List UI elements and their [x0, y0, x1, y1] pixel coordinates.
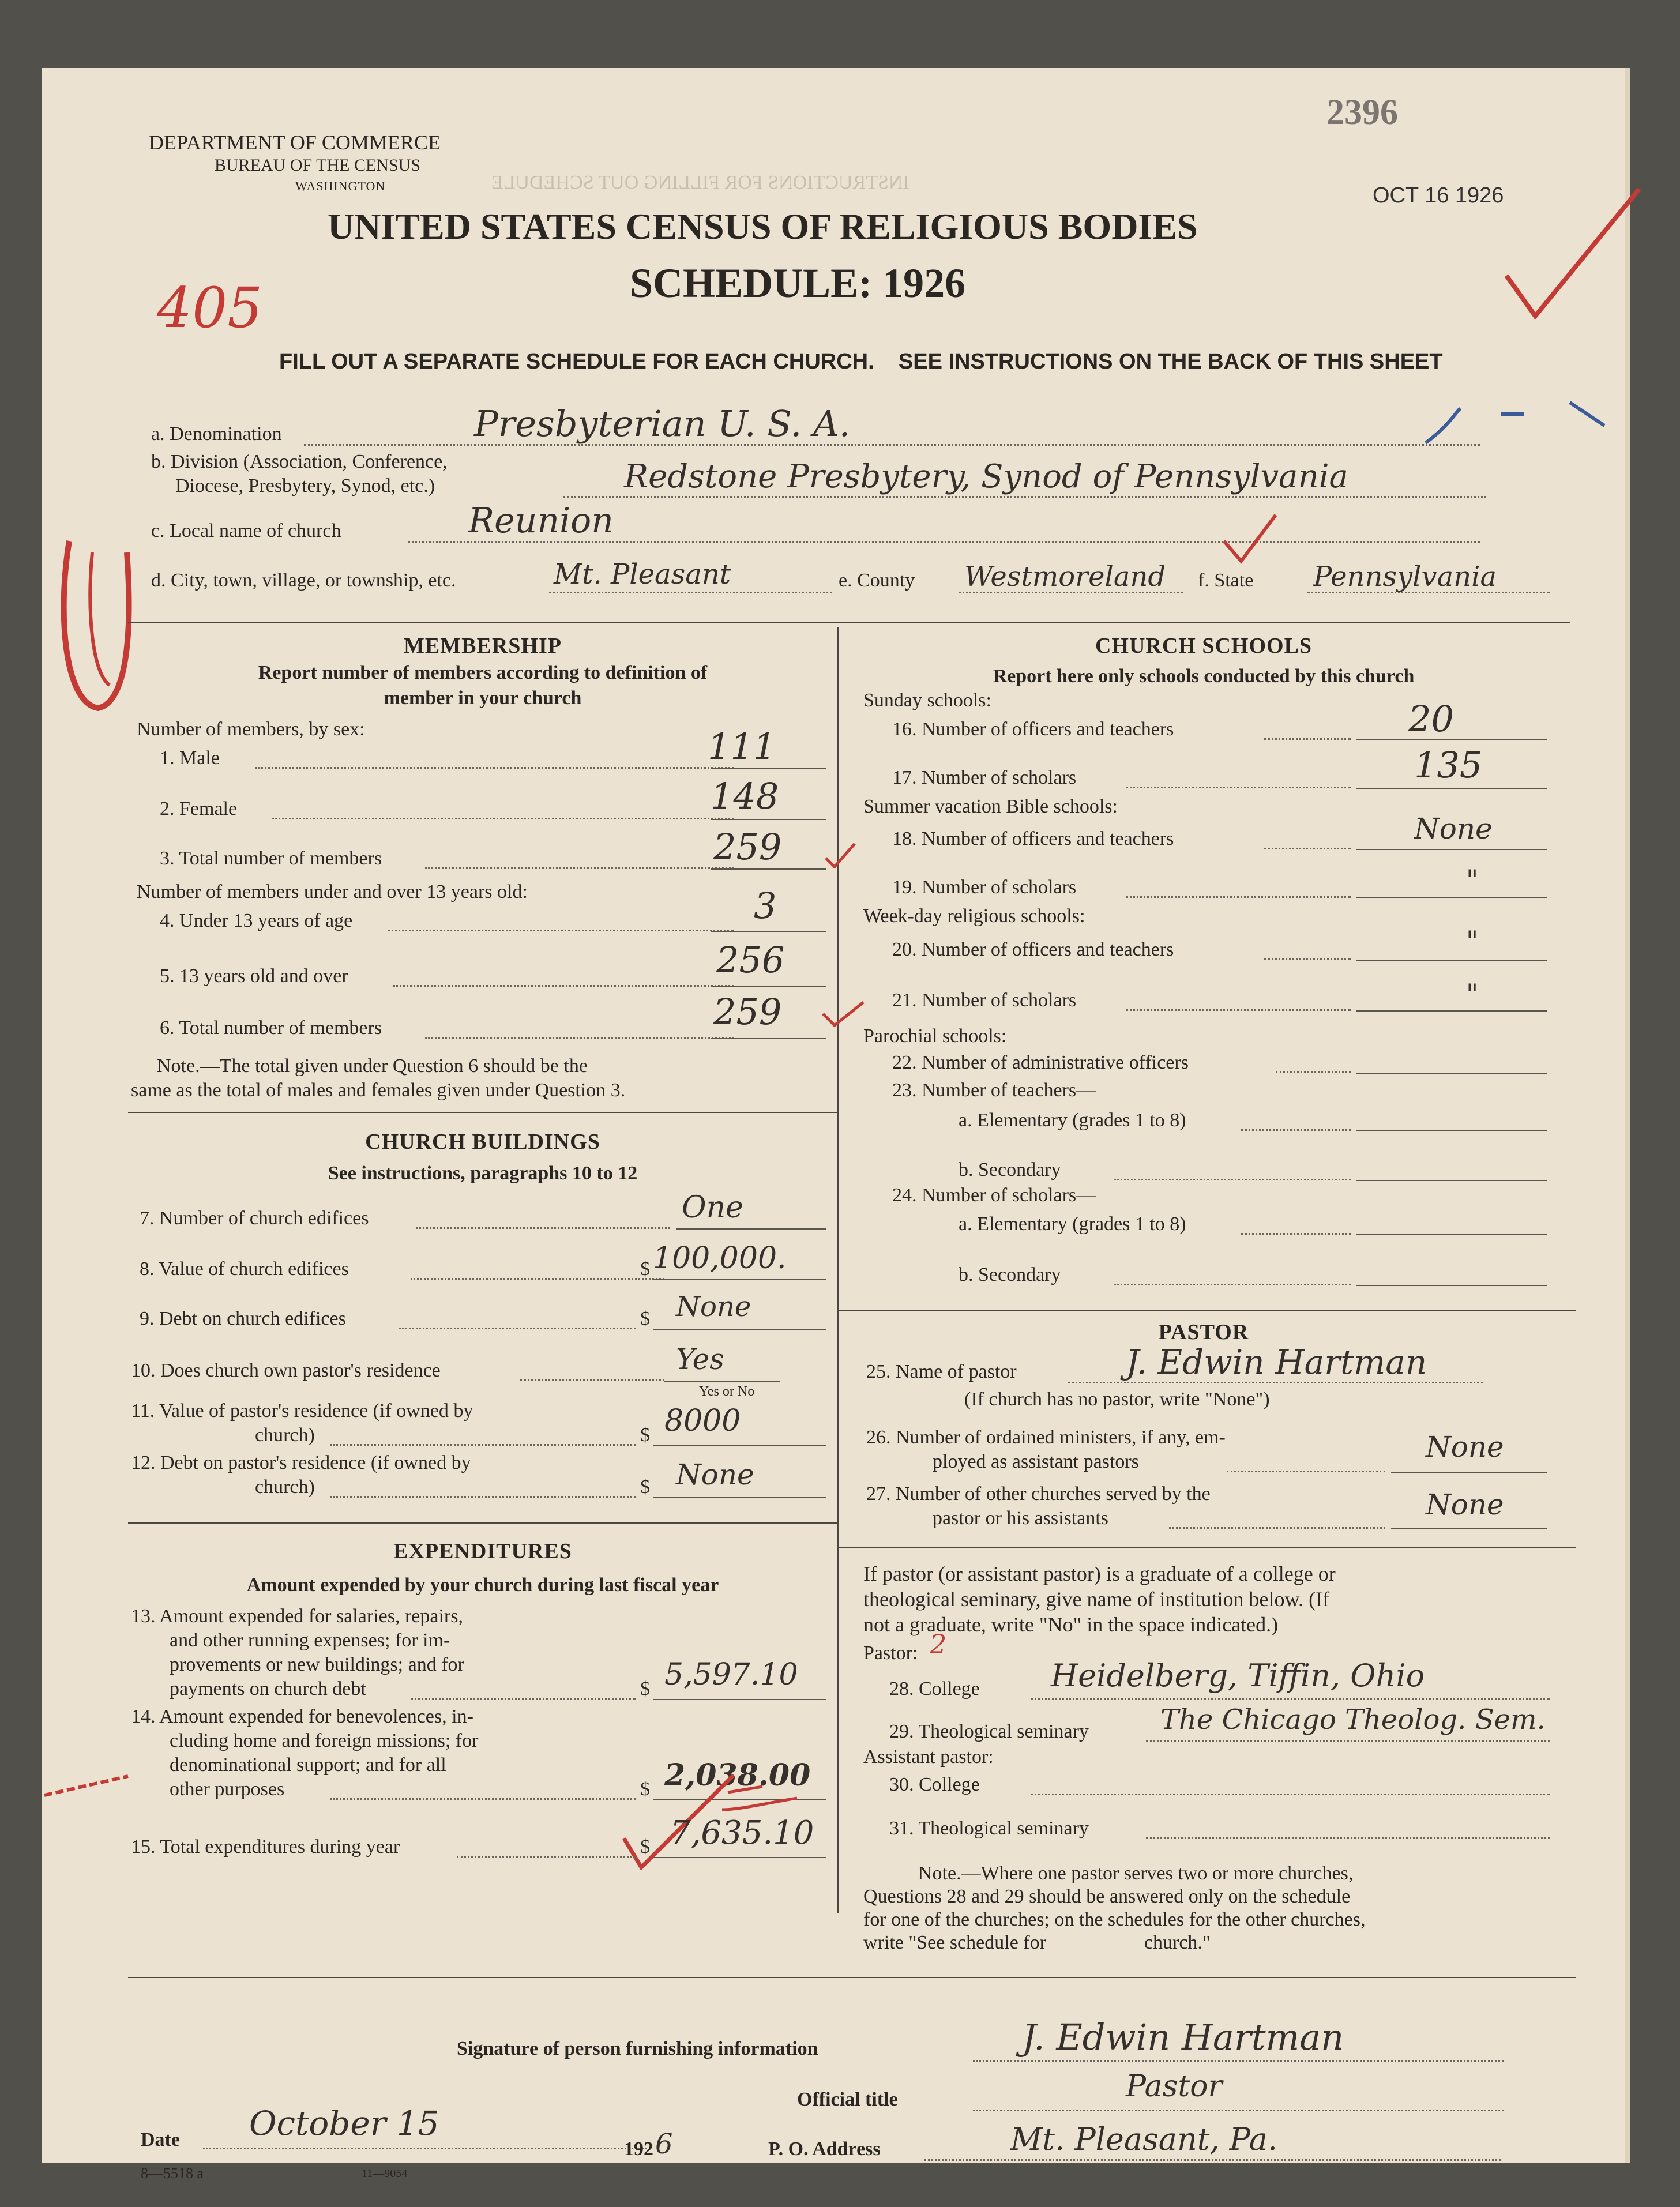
q4-label: 4. Under 13 years of age — [160, 910, 353, 931]
parochial-label: Parochial schools: — [863, 1025, 1007, 1047]
red-tick-q6 — [820, 997, 866, 1031]
sunday-label: Sunday schools: — [863, 690, 991, 711]
q19-label: 19. Number of scholars — [892, 877, 1077, 898]
q14-dollar: $ — [640, 1779, 650, 1800]
q11-label-2: church) — [255, 1424, 315, 1446]
local-name-value: Reunion — [468, 501, 614, 541]
form-number: 8—5518 a — [141, 2165, 204, 2182]
red-tick-q3 — [823, 841, 858, 870]
state-value: Pennsylvania — [1313, 561, 1497, 593]
membership-note-2: same as the total of males and females given under Question 3. — [131, 1080, 626, 1101]
q23a-label: a. Elementary (grades 1 to 8) — [959, 1110, 1186, 1131]
bleed-through-text: INSTRUCTIONS FOR FILLING OUT SCHEDULE — [491, 172, 909, 193]
membership-intro-1: Report number of members according to definition of — [258, 662, 708, 683]
buildings-heading: CHURCH BUILDINGS — [365, 1130, 600, 1154]
city-value: Mt. Pleasant — [554, 558, 731, 591]
q23-label: 23. Number of teachers— — [892, 1080, 1096, 1101]
q11-label-1: 11. Value of pastor's residence (if owned by — [131, 1400, 473, 1422]
q7-value: One — [682, 1190, 743, 1225]
graduate-note-1: If pastor (or assistant pastor) is a graduate of a college or — [863, 1562, 1336, 1585]
q31-label: 31. Theological seminary — [889, 1818, 1089, 1839]
stamp-number: 2396 — [1326, 93, 1398, 132]
year-suffix: 6 — [655, 2128, 673, 2160]
q5-value: 256 — [716, 939, 785, 981]
q21-value: " — [1466, 978, 1479, 1009]
q1-label: 1. Male — [160, 747, 220, 769]
q8-value: 100,000. — [653, 1241, 787, 1276]
red-dash-mark — [42, 1769, 134, 1804]
q13-label-4: payments on church debt — [170, 1678, 366, 1700]
q28-label: 28. College — [889, 1678, 980, 1700]
q14-label-4: other purposes — [170, 1779, 285, 1800]
q20-label: 20. Number of officers and teachers — [892, 939, 1174, 960]
graduate-note-2: theological seminary, give name of institution below. (If — [863, 1588, 1330, 1611]
q14-value: 2,038.00 — [664, 1758, 811, 1793]
q12-label-2: church) — [255, 1476, 315, 1498]
signature-value: J. Edwin Hartman — [1022, 2016, 1344, 2058]
q26-label-1: 26. Number of ordained ministers, if any, em- — [866, 1427, 1226, 1448]
expenditures-heading: EXPENDITURES — [393, 1539, 572, 1563]
by-sex-label: Number of members, by sex: — [137, 719, 365, 740]
q20-value: " — [1466, 925, 1479, 956]
signature-label: Signature of person furnishing information — [457, 2038, 818, 2059]
po-address-value: Mt. Pleasant, Pa. — [1010, 2121, 1278, 2157]
q17-label: 17. Number of scholars — [892, 767, 1077, 788]
q13-label-1: 13. Amount expended for salaries, repairs, — [131, 1606, 463, 1627]
county-label: e. County — [839, 570, 915, 591]
pastor-note-4: write "See schedule for church." — [863, 1932, 1211, 1953]
q26-label-2: ployed as assistant pastors — [933, 1451, 1139, 1472]
denomination-value: Presbyterian U. S. A. — [474, 403, 851, 445]
official-title-value: Pastor — [1126, 2069, 1223, 2104]
date-value: October 15 — [249, 2104, 439, 2143]
q10-hint: Yes or No — [699, 1384, 755, 1399]
pastor-sublabel: Pastor: — [863, 1642, 918, 1664]
print-number: 11—9054 — [362, 2167, 408, 2180]
q21-label: 21. Number of scholars — [892, 990, 1077, 1011]
expenditures-intro: Amount expended by your church during last fiscal year — [246, 1574, 719, 1596]
form-subtitle: SCHEDULE: 1926 — [630, 260, 966, 306]
q1-value: 111 — [708, 725, 776, 768]
q12-dollar: $ — [640, 1476, 650, 1498]
q6-label: 6. Total number of members — [160, 1017, 382, 1039]
q3-value: 259 — [713, 826, 782, 868]
pastor-heading: PASTOR — [1158, 1320, 1249, 1344]
q14-label-1: 14. Amount expended for benevolences, in- — [131, 1706, 473, 1727]
q14-label-2: cluding home and foreign missions; for — [170, 1730, 479, 1751]
q30-label: 30. College — [889, 1774, 980, 1795]
official-title-label: Official title — [797, 2089, 898, 2110]
q2-label: 2. Female — [160, 798, 238, 819]
county-value: Westmoreland — [964, 561, 1166, 593]
q25-hint: (If church has no pastor, write "None") — [964, 1389, 1270, 1410]
city-label: d. City, town, village, or township, etc. — [151, 570, 456, 591]
division-label-1: b. Division (Association, Conference, — [151, 451, 448, 472]
q24-label: 24. Number of scholars— — [892, 1185, 1096, 1206]
q17-value: 135 — [1414, 744, 1483, 786]
red-tick-local — [1218, 512, 1281, 564]
form-title: UNITED STATES CENSUS OF RELIGIOUS BODIES — [328, 206, 1198, 247]
q29-value: The Chicago Theolog. Sem. — [1160, 1704, 1546, 1736]
q9-dollar: $ — [640, 1308, 650, 1329]
q29-label: 29. Theological seminary — [889, 1721, 1089, 1742]
q28-value: Heidelberg, Tiffin, Ohio — [1051, 1657, 1425, 1694]
q14-label-3: denominational support; and for all — [170, 1754, 446, 1776]
q27-label-2: pastor or his assistants — [933, 1507, 1109, 1529]
q6-value: 259 — [713, 991, 782, 1033]
summer-label: Summer vacation Bible schools: — [863, 796, 1118, 817]
assistant-sublabel: Assistant pastor: — [863, 1746, 994, 1768]
q10-value: Yes — [676, 1343, 724, 1376]
schools-heading: CHURCH SCHOOLS — [1095, 634, 1313, 658]
q3-label: 3. Total number of members — [160, 848, 382, 869]
buildings-intro: See instructions, paragraphs 10 to 12 — [328, 1163, 638, 1184]
q4-value: 3 — [754, 885, 777, 927]
membership-intro-2: member in your church — [384, 687, 582, 709]
q18-label: 18. Number of officers and teachers — [892, 828, 1174, 849]
q18-value: None — [1414, 812, 1493, 845]
schools-intro: Report here only schools conducted by this church — [993, 666, 1415, 687]
q11-value: 8000 — [664, 1404, 741, 1438]
q11-dollar: $ — [640, 1424, 650, 1446]
q16-label: 16. Number of officers and teachers — [892, 719, 1174, 740]
city-line: WASHINGTON — [295, 179, 386, 193]
q8-dollar: $ — [640, 1258, 650, 1280]
q16-value: 20 — [1408, 698, 1454, 740]
division-value: Redstone Presbytery, Synod of Pennsylvania — [624, 458, 1348, 495]
q5-label: 5. 13 years old and over — [160, 965, 348, 987]
q12-value: None — [676, 1458, 754, 1491]
membership-heading: MEMBERSHIP — [404, 634, 562, 658]
graduate-note-3: not a graduate, write "No" in the space indicated.) — [863, 1613, 1279, 1636]
q27-value: None — [1426, 1488, 1504, 1521]
red-check-mark — [1495, 178, 1645, 328]
q13-dollar: $ — [640, 1678, 650, 1700]
division-label-2: Diocese, Presbytery, Synod, etc.) — [175, 475, 435, 497]
po-address-label: P. O. Address — [768, 2138, 881, 2160]
pastor-note-1: Note.—Where one pastor serves two or more churches, — [918, 1863, 1354, 1884]
red-pencil-number: 405 — [157, 276, 263, 340]
department-line: DEPARTMENT OF COMMERCE — [149, 131, 441, 154]
q26-value: None — [1426, 1430, 1504, 1464]
stamp-date: OCT 16 1926 — [1373, 183, 1504, 208]
age-heading: Number of members under and over 13 years old: — [137, 881, 528, 903]
q15-value: 7,635.10 — [670, 1814, 814, 1852]
q2-value: 148 — [711, 775, 779, 817]
date-label: Date — [141, 2129, 180, 2150]
blue-pencil-mark — [1414, 391, 1610, 472]
q22-label: 22. Number of administrative officers — [892, 1052, 1189, 1073]
q9-value: None — [676, 1291, 751, 1323]
q24b-label: b. Secondary — [959, 1264, 1061, 1285]
q12-label-1: 12. Debt on pastor's residence (if owned by — [131, 1452, 471, 1473]
form-instruction: FILL OUT A SEPARATE SCHEDULE FOR EACH CHURCH. SEE INSTRUCTIONS ON THE BACK OF THIS SHEET — [279, 349, 1443, 374]
pastor-note-2: Questions 28 and 29 should be answered only on the schedule — [863, 1886, 1351, 1907]
q25-label: 25. Name of pastor — [866, 1361, 1017, 1382]
weekday-label: Week-day religious schools: — [863, 905, 1085, 927]
q15-dollar: $ — [640, 1836, 650, 1858]
q24a-label: a. Elementary (grades 1 to 8) — [959, 1213, 1186, 1235]
census-form-sheet — [42, 68, 1630, 2182]
pastor-note-3: for one of the churches; on the schedules for the other churches, — [863, 1909, 1366, 1930]
q19-value: " — [1466, 864, 1479, 895]
q13-label-2: and other running expenses; for im- — [170, 1630, 450, 1651]
state-label: f. State — [1198, 570, 1254, 591]
q25-value: J. Edwin Hartman — [1126, 1343, 1427, 1382]
red-pencil-two: 2 — [930, 1629, 947, 1660]
local-name-label: c. Local name of church — [151, 520, 341, 542]
q8-label: 8. Value of church edifices — [140, 1258, 349, 1280]
q13-value: 5,597.10 — [664, 1657, 798, 1692]
q15-label: 15. Total expenditures during year — [131, 1836, 400, 1858]
q23b-label: b. Secondary — [959, 1159, 1061, 1180]
q27-label-1: 27. Number of other churches served by the — [866, 1483, 1211, 1505]
q9-label: 9. Debt on church edifices — [140, 1308, 346, 1329]
q7-label: 7. Number of church edifices — [140, 1208, 369, 1229]
membership-note-1: Note.—The total given under Question 6 should be the — [157, 1055, 588, 1077]
q10-label: 10. Does church own pastor's residence — [131, 1360, 441, 1381]
denomination-label: a. Denomination — [151, 423, 282, 445]
year-prefix: 192 — [624, 2138, 653, 2160]
bureau-line: BUREAU OF THE CENSUS — [215, 156, 420, 175]
q13-label-3: provements or new buildings; and for — [170, 1654, 464, 1675]
